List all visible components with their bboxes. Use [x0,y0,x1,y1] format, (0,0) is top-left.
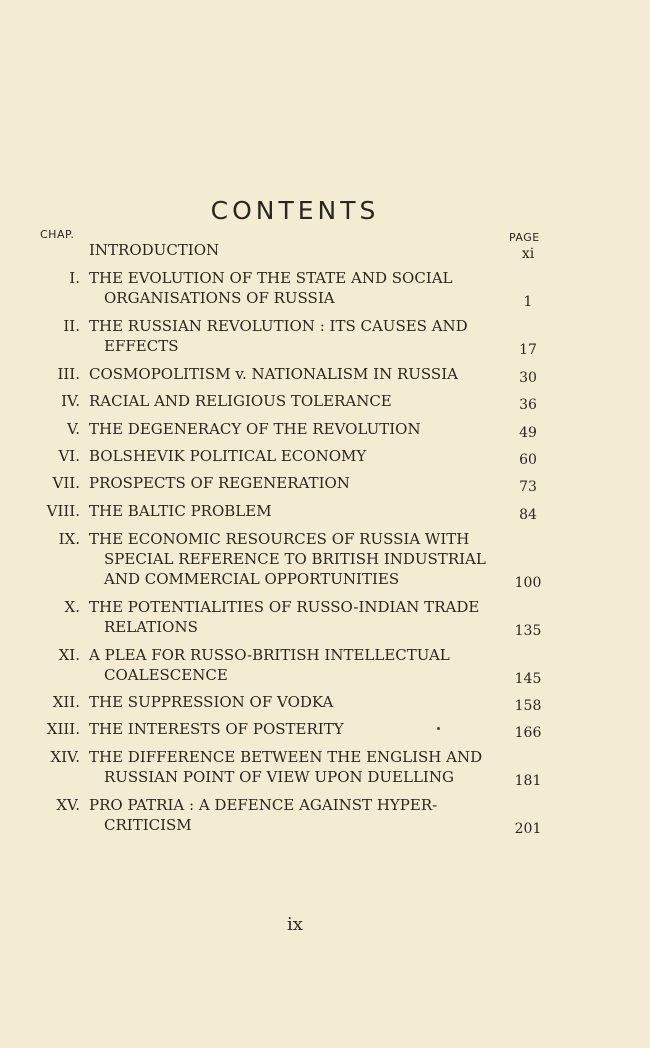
page-number: 73 [519,479,537,495]
chapter-title [89,240,507,260]
page-number: 84 [519,507,537,523]
chapter-title-line: COALESCENCE [104,666,228,684]
page-number: 201 [514,821,542,837]
chapter-number: VI. [58,447,80,465]
chapter-number: XV. [56,796,80,814]
chapter-title [89,419,507,439]
chapter-title-line: SPECIAL REFERENCE TO BRITISH INDUSTRIAL [104,550,486,568]
chapter-title-line: THE ECONOMIC RESOURCES OF RUSSIA WITH [89,530,470,548]
chapter-title-line: THE DIFFERENCE BETWEEN THE ENGLISH AND [89,748,483,766]
page-number: 166 [514,725,542,741]
chapter-title-line: THE SUPPRESSION OF VODKA [89,693,334,711]
page-number: 158 [514,698,542,714]
chapter-title-line: A PLEA FOR RUSSO-BRITISH INTELLECTUAL [89,646,450,664]
chapter-title-line: CRITICISM [104,816,192,834]
chapter-column-header: CHAP. [40,228,75,241]
page-number: 60 [519,452,537,468]
chapter-title-line: THE EVOLUTION OF THE STATE AND SOCIAL [89,269,453,287]
chapter-title-line: RELATIONS [104,618,198,636]
chapter-number: III. [57,365,80,383]
chapter-title-line: COSMOPOLITISM v. NATIONALISM IN RUSSIA [89,365,458,383]
page-number: 49 [519,425,537,441]
page-title: CONTENTS [210,196,380,225]
chapter-title [89,268,507,308]
chapter-title [89,364,507,384]
chapter-title-line: THE INTERESTS OF POSTERITY [89,720,344,738]
page-folio: ix [287,914,303,935]
page-number: 1 [523,294,533,310]
chapter-number: VII. [52,474,80,492]
chapter-title-line: THE RUSSIAN REVOLUTION : ITS CAUSES AND [89,317,468,335]
chapter-number: XIV. [50,748,80,766]
chapter-number: II. [63,317,80,335]
chapter-number: V. [67,420,80,438]
chapter-number: I. [69,269,80,287]
chapter-title [89,529,507,589]
chapter-title [89,446,507,466]
chapter-title-line: INTRODUCTION [89,241,220,259]
chapter-title [89,719,507,739]
page-number: xi [521,246,535,262]
page-number: 17 [519,342,537,358]
chapter-number: XIII. [46,720,80,738]
chapter-title-line: THE BALTIC PROBLEM [89,502,272,520]
chapter-title-line: PROSPECTS OF REGENERATION [89,474,350,492]
page-column-header: PAGE [509,231,540,244]
chapter-number: X. [64,598,80,616]
chapter-number: XI. [58,646,80,664]
chapter-title-line: RUSSIAN POINT OF VIEW UPON DUELLING [104,768,454,786]
chapter-title-line: THE DEGENERACY OF THE REVOLUTION [89,420,421,438]
page-number: 36 [519,397,537,413]
chapter-title [89,316,507,356]
chapter-title-line: THE POTENTIALITIES OF RUSSO-INDIAN TRADE [89,598,480,616]
chapter-title-line: BOLSHEVIK POLITICAL ECONOMY [89,447,367,465]
page-number: 135 [514,623,542,639]
page-number: 181 [514,773,542,789]
chapter-title [89,391,507,411]
chapter-title [89,692,507,712]
chapter-title-line: RACIAL AND RELIGIOUS TOLERANCE [89,392,392,410]
chapter-title [89,501,507,521]
chapter-number: VIII. [46,502,80,520]
chapter-title-line: PRO PATRIA : A DEFENCE AGAINST HYPER- [89,796,438,814]
chapter-title [89,473,507,493]
page-number: 30 [519,370,537,386]
ink-speck [437,727,440,730]
chapter-number: IV. [61,392,80,410]
page-number: 100 [514,575,542,591]
chapter-title [89,795,507,835]
chapter-title-line: EFFECTS [104,337,179,355]
chapter-title [89,597,507,637]
page-number: 145 [514,671,542,687]
chapter-title-line: ORGANISATIONS OF RUSSIA [104,289,335,307]
chapter-number: IX. [58,530,80,548]
chapter-title [89,747,507,787]
chapter-title [89,645,507,685]
chapter-number: XII. [52,693,80,711]
chapter-title-line: AND COMMERCIAL OPPORTUNITIES [104,570,400,588]
